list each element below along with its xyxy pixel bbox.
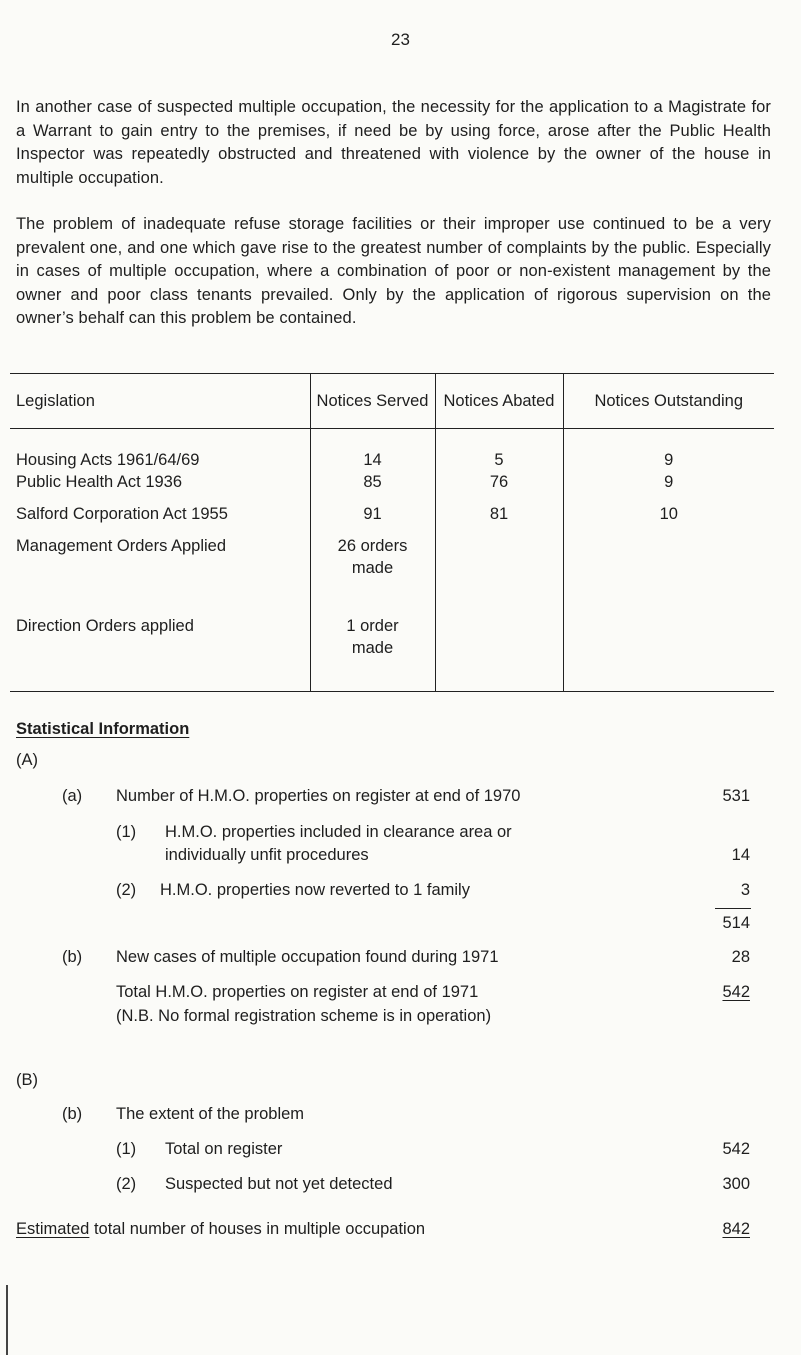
table-row <box>10 535 774 615</box>
cell-abated <box>435 615 563 691</box>
section-a-label: (A) <box>16 751 38 769</box>
paragraph-warrant: In another case of suspected multiple occupation, the necessity for the application to a Magistrate for a Warrant to gain entry to the premises, if need be by using force, arose after the Public Health Inspector was repeatedly obstructed and threatened with violence by the owner of the house in multiple occupation. <box>16 98 771 187</box>
item-b-value: 28 <box>731 948 750 966</box>
item-a1-label: (1) <box>116 823 137 841</box>
estimated-total-value: 842 <box>722 1220 750 1238</box>
cell-served: 14 <box>310 429 435 472</box>
cell-abated: 81 <box>435 503 563 535</box>
cell-outstanding: 9 <box>563 429 774 472</box>
extent-label: (b) <box>62 1105 83 1123</box>
item-a-text: Number of H.M.O. properties on register at end of 1970 <box>116 787 521 805</box>
cell-legislation: Management Orders Applied <box>16 537 227 555</box>
page-number: 23 <box>391 30 410 49</box>
extent-text: The extent of the problem <box>116 1105 305 1123</box>
cell-outstanding: 9 <box>563 471 774 503</box>
extent-1-value: 542 <box>722 1140 750 1158</box>
item-b-text: New cases of multiple occupation found during 1971 <box>116 948 499 966</box>
header-notices-abated: Notices Abated <box>435 374 563 429</box>
estimated-word: Estimated <box>16 1220 90 1238</box>
item-a-value: 531 <box>722 787 750 805</box>
header-notices-served: Notices Served <box>310 374 435 429</box>
cell-served: 91 <box>310 503 435 535</box>
cell-legislation: Salford Corporation Act 1955 <box>16 505 228 523</box>
cell-outstanding: 10 <box>563 503 774 535</box>
cell-abated: 76 <box>435 471 563 503</box>
extent-2-value: 300 <box>722 1175 750 1193</box>
header-legislation: Legislation <box>10 374 310 429</box>
registration-note: (N.B. No formal registration scheme is in operation) <box>116 1007 492 1025</box>
extent-2-label: (2) <box>116 1175 137 1193</box>
paragraph-refuse-storage: The problem of inadequate refuse storage facilities or their improper use continued to be a very prevalent one, and one which gave rise to the greatest number of complaints by the public. Especially in cases of multiple occupation, where a combination of poor or non-existent management by the owner and poor class tenants prevailed. Only by the application of rigorous supervision on the owner’s behalf can this problem be contained. <box>16 215 771 327</box>
item-a2-value: 3 <box>740 881 750 899</box>
subtotal-value: 514 <box>722 914 750 932</box>
cell-outstanding <box>563 615 774 691</box>
cell-served: 1 order made <box>310 615 435 691</box>
item-a2-text: H.M.O. properties now reverted to 1 family <box>160 881 470 899</box>
cell-abated: 5 <box>435 429 563 472</box>
subtotal-rule <box>715 908 751 909</box>
total-value: 542 <box>722 983 750 1001</box>
binding-edge-mark <box>6 1285 8 1355</box>
item-a1-text-line1: H.M.O. properties included in clearance area or <box>165 823 512 841</box>
item-a-label: (a) <box>62 787 83 805</box>
cell-legislation: Direction Orders applied <box>10 615 310 691</box>
total-text: Total H.M.O. properties on register at end of 1971 <box>116 983 479 1001</box>
item-b-label: (b) <box>62 948 83 966</box>
notices-table <box>10 373 774 692</box>
cell-legislation: Public Health Act 1936 <box>16 473 183 491</box>
extent-1-text: Total on register <box>165 1140 283 1158</box>
item-a2-label: (2) <box>116 881 137 899</box>
statistical-information-heading: Statistical Information <box>16 720 190 738</box>
item-a1-value: 14 <box>731 846 750 864</box>
table-row <box>10 503 774 535</box>
extent-1-label: (1) <box>116 1140 137 1158</box>
estimated-rest: total number of houses in multiple occupation <box>89 1220 426 1238</box>
header-notices-outstanding: Notices Outstanding <box>563 374 774 429</box>
table-header-row <box>10 374 774 429</box>
table-row <box>10 471 774 503</box>
estimated-total-text <box>16 1220 425 1239</box>
extent-2-text: Suspected but not yet detected <box>165 1175 393 1193</box>
section-b-label: (B) <box>16 1071 38 1089</box>
table-row <box>10 615 774 691</box>
cell-abated <box>435 535 563 615</box>
cell-outstanding <box>563 535 774 615</box>
table-row <box>10 429 774 472</box>
cell-served: 85 <box>310 471 435 503</box>
cell-served: 26 orders made <box>310 535 435 615</box>
cell-legislation: Housing Acts 1961/64/69 <box>16 451 200 469</box>
item-a1-text-line2: individually unfit procedures <box>165 846 369 864</box>
